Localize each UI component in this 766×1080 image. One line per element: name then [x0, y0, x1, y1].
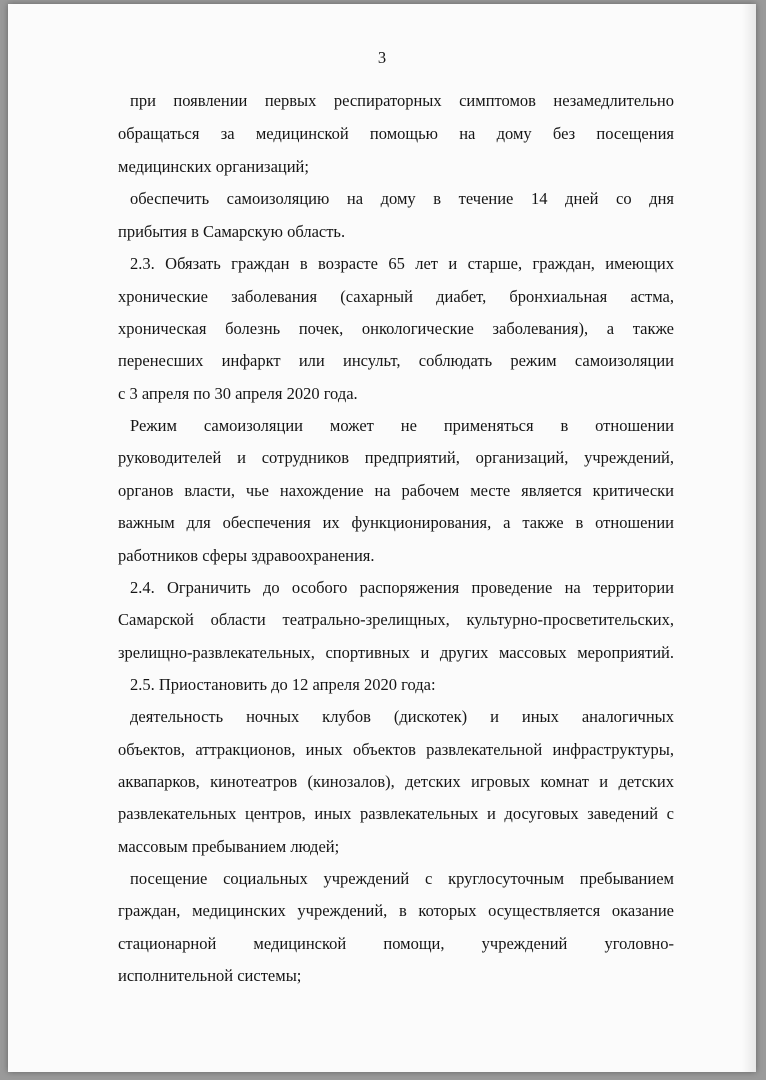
text-line: стационарной медицинской помощи, учреждений уголовно- — [118, 934, 674, 953]
text-line: хроническая болезнь почек, онкологические заболевания), а также — [118, 319, 674, 338]
text-line: медицинских организаций; — [118, 157, 309, 176]
text-line: прибытия в Самарскую область. — [118, 222, 346, 241]
text-line: обращаться за медицинской помощью на дому без посещения — [118, 124, 674, 143]
text-line: объектов, аттракционов, иных объектов развлекательной инфраструктуры, — [118, 740, 674, 759]
text-line: руководителей и сотрудников предприятий, организаций, учреждений, — [118, 448, 674, 467]
text-line: посещение социальных учреждений с круглосуточным пребыванием — [130, 869, 674, 888]
text-line: при появлении первых респираторных симптомов незамедлительно — [130, 91, 674, 110]
text-line: с 3 апреля по 30 апреля 2020 года. — [118, 384, 358, 403]
page-number: 3 — [377, 48, 387, 67]
text-line: исполнительной системы; — [118, 966, 302, 985]
text-line: работников сферы здравоохранения. — [118, 546, 375, 565]
text-line: перенесших инфаркт или инсульт, соблюдать режим самоизоляции — [118, 351, 674, 370]
text-line: органов власти, чье нахождение на рабочем месте является критически — [118, 481, 674, 500]
text-line: развлекательных центров, иных развлекательных и досуговых заведений с — [118, 804, 674, 823]
text-line: массовым пребыванием людей; — [118, 837, 340, 856]
text-line: Самарской области театрально-зрелищных, культурно-просветительских, — [118, 610, 674, 629]
text-line: обеспечить самоизоляцию на дому в течение 14 дней со дня — [130, 189, 674, 208]
text-line: Режим самоизоляции может не применяться в отношении — [130, 416, 674, 435]
text-line: хронические заболевания (сахарный диабет, бронхиальная астма, — [118, 287, 674, 306]
text-line: аквапарков, кинотеатров (кинозалов), детских игровых комнат и детских — [118, 772, 674, 791]
text-line: 2.4. Ограничить до особого распоряжения проведение на территории — [130, 578, 674, 597]
text-line: 2.5. Приостановить до 12 апреля 2020 года: — [130, 675, 436, 694]
text-line: зрелищно-развлекательных, спортивных и других массовых мероприятий. — [118, 643, 674, 662]
text-line: важным для обеспечения их функционирования, а также в отношении — [118, 513, 674, 532]
text-line: деятельность ночных клубов (дискотек) и иных аналогичных — [130, 707, 674, 726]
text-line: 2.3. Обязать граждан в возрасте 65 лет и старше, граждан, имеющих — [130, 254, 674, 273]
text-line: граждан, медицинских учреждений, в которых осуществляется оказание — [118, 901, 674, 920]
document-page — [8, 4, 756, 1072]
